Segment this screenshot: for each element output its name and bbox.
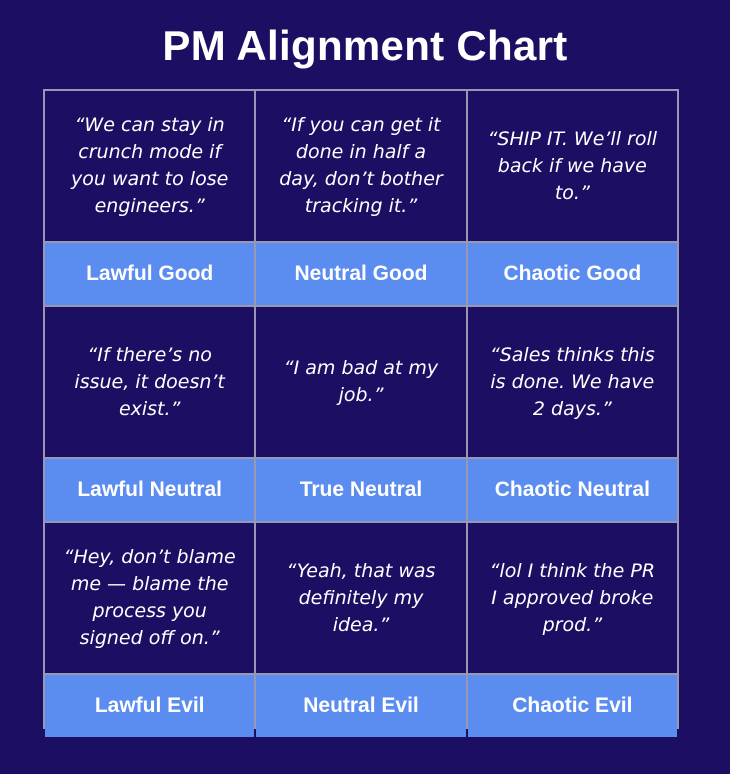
- label-chaotic-evil: Chaotic Evil: [512, 694, 633, 717]
- quote-cell-chaotic-neutral: [468, 307, 677, 457]
- label-neutral-evil: Neutral Evil: [303, 694, 419, 717]
- chart-title: PM Alignment Chart: [162, 22, 568, 69]
- label-cell-true-neutral: [256, 459, 465, 521]
- label-chaotic-neutral: Chaotic Neutral: [494, 478, 650, 501]
- label-cell-chaotic-neutral: [468, 459, 677, 521]
- label-neutral-good: Neutral Good: [294, 262, 428, 285]
- label-lawful-neutral: Lawful Neutral: [77, 478, 222, 501]
- alignment-grid: [43, 89, 679, 729]
- quote-neutral-evil: “Yeah, that was definitely my idea.”: [286, 559, 436, 636]
- quote-lawful-good: “We can stay in crunch mode if you want to lose engineers.”: [71, 114, 229, 217]
- quote-neutral-good: “If you can get it done in half a day, don’t bother tracking it.”: [279, 114, 443, 217]
- quote-lawful-evil: “Hey, don’t blame me — blame the process you signed off on.”: [63, 546, 236, 649]
- quote-true-neutral: “I am bad at my job.”: [283, 357, 439, 406]
- label-cell-lawful-evil: [45, 675, 254, 737]
- quote-cell-lawful-good: [45, 91, 254, 241]
- label-cell-neutral-good: [256, 243, 465, 305]
- quote-cell-lawful-neutral: [45, 307, 254, 457]
- label-cell-chaotic-evil: [468, 675, 677, 737]
- label-lawful-evil: Lawful Evil: [94, 694, 205, 717]
- label-true-neutral: True Neutral: [299, 478, 423, 501]
- quote-cell-neutral-evil: [256, 523, 465, 673]
- quote-lawful-neutral: “If there’s no issue, it doesn’t exist.”: [74, 343, 225, 420]
- quote-cell-chaotic-good: [468, 91, 677, 241]
- quote-chaotic-good: “SHIP IT. We’ll roll back if we have to.”: [487, 127, 658, 204]
- quote-chaotic-neutral: “Sales thinks this is done. We have 2 days.”: [489, 343, 655, 420]
- quote-cell-true-neutral: [256, 307, 465, 457]
- label-lawful-good: Lawful Good: [86, 262, 214, 285]
- label-cell-chaotic-good: [468, 243, 677, 305]
- quote-cell-neutral-good: [256, 91, 465, 241]
- quote-cell-chaotic-evil: [468, 523, 677, 673]
- quote-chaotic-evil: “lol I think the PR I approved broke prod.”: [489, 559, 656, 636]
- label-cell-lawful-good: [45, 243, 254, 305]
- quote-cell-lawful-evil: [45, 523, 254, 673]
- label-chaotic-good: Chaotic Good: [503, 262, 642, 285]
- label-cell-lawful-neutral: [45, 459, 254, 521]
- label-cell-neutral-evil: [256, 675, 465, 737]
